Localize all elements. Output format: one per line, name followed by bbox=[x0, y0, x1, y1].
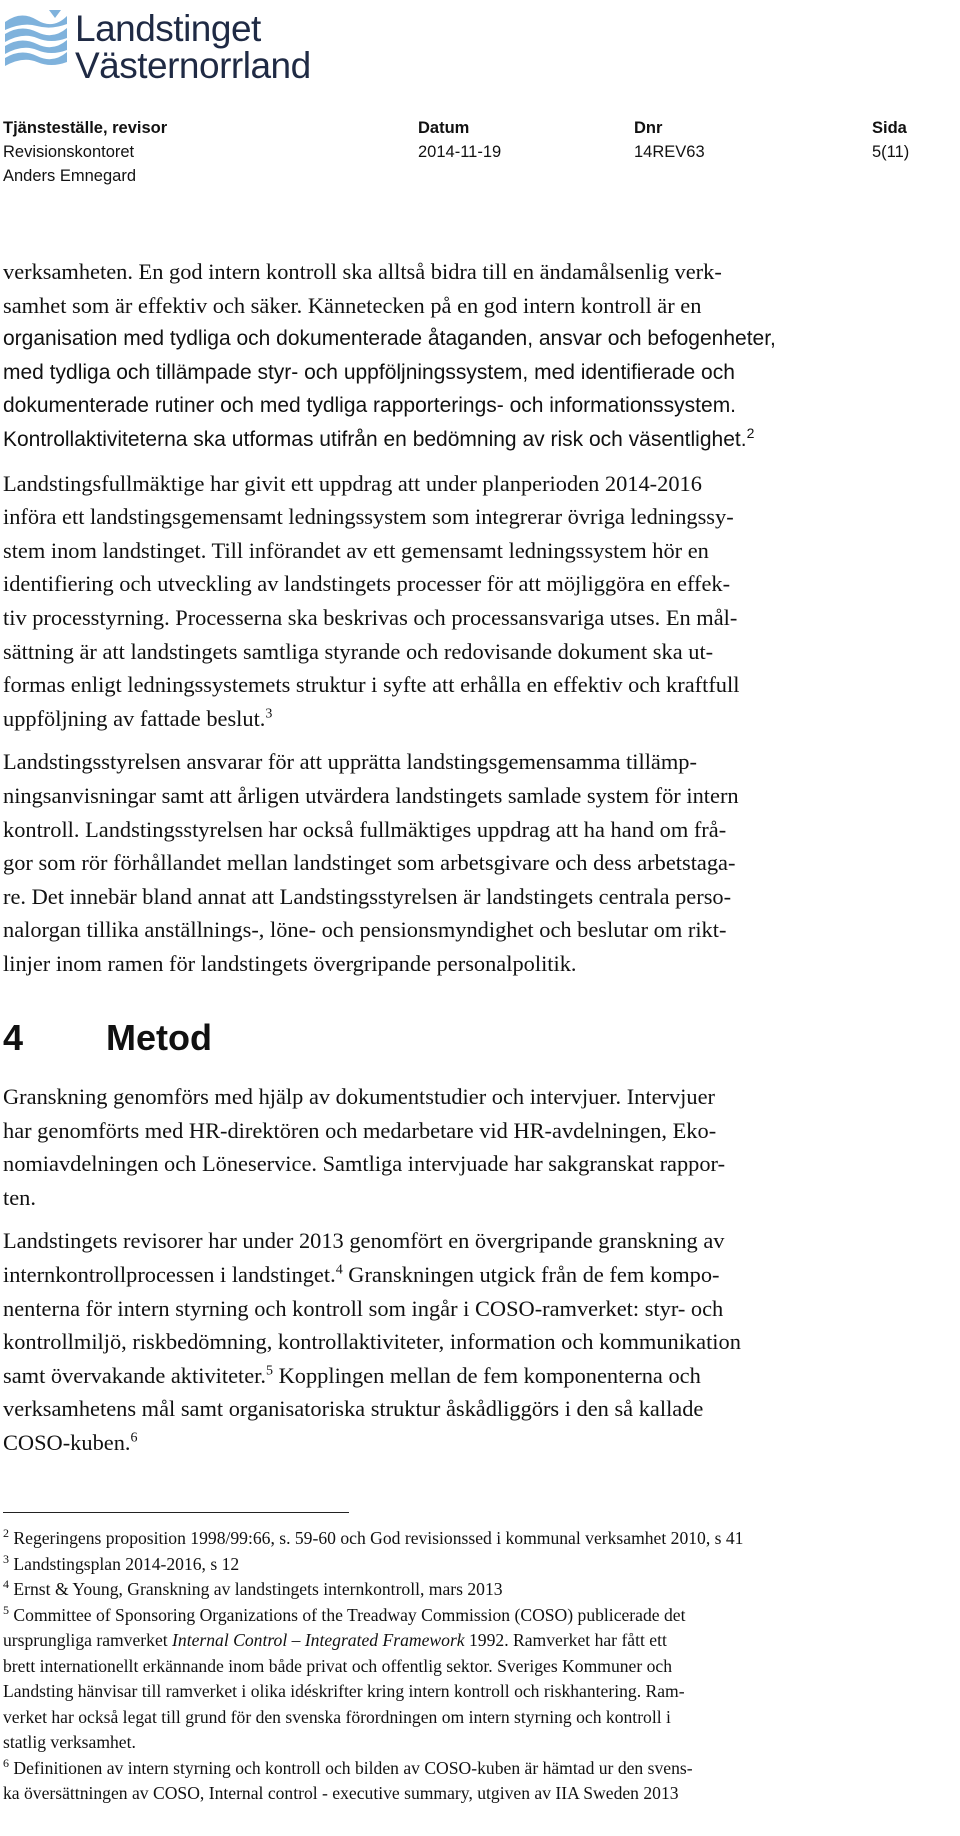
footnote-text: ursprungliga ramverket bbox=[3, 1630, 173, 1650]
header-office-label: Tjänsteställe, revisor bbox=[3, 119, 168, 137]
footnote-6 bbox=[3, 1756, 955, 1782]
text-line: Landstingsstyrelsen ansvarar för att upprätta landstingsgemensamma tillämp- bbox=[3, 749, 697, 775]
header-page-label: Sida bbox=[872, 119, 907, 137]
text-line: samhet som är effektiv och säker. Kännetecken på en god intern kontroll är en bbox=[3, 292, 702, 318]
text-line: tiv processtyrning. Processerna ska beskrivas och processansvariga utses. En mål- bbox=[3, 604, 738, 630]
text-line: Granskning genomförs med hjälp av dokumentstudier och intervjuer. Intervjuer bbox=[3, 1084, 715, 1109]
footnote-title-italic: Internal Control – Integrated Framework bbox=[172, 1630, 465, 1650]
text-line bbox=[3, 1258, 955, 1292]
header-dnr-label: Dnr bbox=[634, 119, 663, 137]
text-line: ningsanvisningar samt att årligen utvärdera landstingets samlade system för intern bbox=[3, 782, 739, 808]
footnote-text: Landstingsplan 2014-2016, s 12 bbox=[13, 1553, 240, 1574]
paragraph-management-system bbox=[3, 467, 955, 736]
footnote-text: 1992. Ramverket har fått ett bbox=[464, 1630, 667, 1650]
footnote-text: Regeringens proposition 1998/99:66, s. 59-60 och God revisionssed i kommunal verksamhet 2010, s 41 bbox=[13, 1528, 744, 1548]
text-line bbox=[3, 702, 955, 736]
text-line: re. Det innebär bland annat att Landstingsstyrelsen är landstingets centrala perso- bbox=[3, 883, 732, 909]
section-number: 4 bbox=[3, 1017, 24, 1058]
text-line: nomiavdelningen och Löneservice. Samtliga intervjuade har sakgranskat rappor- bbox=[3, 1151, 726, 1177]
text-line: med tydliga och tillämpade styr- och uppföljningssystem, med identifierade och bbox=[3, 360, 735, 384]
footnote-number: 3 bbox=[3, 1551, 9, 1566]
text-line bbox=[3, 1426, 955, 1460]
footnote-4 bbox=[3, 1577, 955, 1603]
text-line: Landstingets revisorer har under 2013 genomfört en övergripande granskning av bbox=[3, 1228, 725, 1254]
footnote-5-line: Landsting hänvisar till ramverket i olika idéskrifter kring intern kontroll och riskhantering. Ram- bbox=[3, 1681, 685, 1701]
logo-line-2: Västernorrland bbox=[75, 45, 311, 86]
logo-waves-icon bbox=[3, 8, 69, 72]
text-line: ten. bbox=[3, 1184, 36, 1210]
footnote-number: 6 bbox=[3, 1755, 9, 1770]
text-line: har genomförts med HR-direktören och medarbetare vid HR-avdelningen, Eko- bbox=[3, 1117, 717, 1143]
footnote-number: 4 bbox=[3, 1577, 9, 1592]
text-line-content: Kopplingen mellan de fem komponenterna och bbox=[273, 1362, 701, 1388]
text-line: stem inom landstinget. Till införandet av ett gemensamt ledningssystem hör en bbox=[3, 537, 709, 563]
text-line: sättning är att landstingets samtliga styrande och redovisande dokument ska ut- bbox=[3, 638, 714, 664]
text-line-content: internkontrollprocessen i landstinget. bbox=[3, 1261, 336, 1287]
footnote-text: Committee of Sponsoring Organizations of the Treadway Commission (COSO) publicerade det bbox=[13, 1604, 686, 1625]
text-line: kontrollmiljö, riskbedömning, kontrollaktiviteter, information och kommunikation bbox=[3, 1329, 741, 1355]
footnote-5-line: statlig verksamhet. bbox=[3, 1732, 136, 1752]
header-column-office bbox=[3, 116, 167, 188]
footnote-ref-5[interactable]: 5 bbox=[266, 1363, 273, 1379]
header-column-date bbox=[418, 116, 501, 164]
text-line: identifiering och utveckling av landstingets processer för att möjliggöra en effek- bbox=[3, 571, 731, 597]
text-line-content: samt övervakande aktiviteter. bbox=[3, 1362, 266, 1388]
header-date-label: Datum bbox=[418, 119, 470, 137]
header-column-dnr bbox=[634, 116, 705, 164]
paragraph-board-responsibility bbox=[3, 745, 955, 980]
footnote-ref-6[interactable]: 6 bbox=[130, 1430, 138, 1446]
header-author: Anders Emnegard bbox=[3, 167, 136, 185]
text-line: dokumenterade rutiner och med tydliga rapporterings- och informationssystem. bbox=[3, 394, 737, 418]
header-page-value: 5(11) bbox=[872, 143, 910, 161]
footnote-ref-4[interactable]: 4 bbox=[335, 1262, 343, 1278]
text-line: verksamhetens mål samt organisatoriska struktur åskådliggörs i den så kallade bbox=[3, 1396, 704, 1422]
footnote-number: 2 bbox=[3, 1526, 9, 1541]
text-line bbox=[3, 423, 955, 457]
footnote-separator bbox=[3, 1512, 349, 1513]
paragraph-coso bbox=[3, 1224, 955, 1459]
footnote-number: 5 bbox=[3, 1602, 9, 1617]
body-text bbox=[3, 255, 955, 990]
header-dnr-value: 14REV63 bbox=[634, 143, 705, 161]
text-line: formas enligt ledningssystemets struktur i syfte att erhålla en effektiv och kraftfull bbox=[3, 672, 740, 698]
text-line bbox=[3, 1359, 955, 1393]
text-line: gor som rör förhållandet mellan landstinget som arbetsgivare och dess arbetstaga- bbox=[3, 850, 736, 876]
footnote-5-line: brett internationellt erkännande inom både privat och offentlig sektor. Sveriges Kommuner och bbox=[3, 1655, 673, 1676]
text-line-content: COSO-kuben. bbox=[3, 1429, 131, 1455]
footnote-ref-2[interactable]: 2 bbox=[746, 424, 755, 441]
text-line: nenterna för intern styrning och kontroll som ingår i COSO-ramverket: styr- och bbox=[3, 1295, 724, 1321]
text-line: kontroll. Landstingsstyrelsen har också fullmäktiges uppdrag att ha hand om frå- bbox=[3, 816, 727, 842]
footnote-text: Ernst & Young, Granskning av landstingets internkontroll, mars 2013 bbox=[13, 1579, 503, 1599]
footnote-ref-3[interactable]: 3 bbox=[265, 706, 273, 722]
method-text bbox=[3, 1080, 955, 1470]
text-line: organisation med tydliga och dokumenterade åtaganden, ansvar och befogenheter, bbox=[3, 327, 776, 351]
footnotes bbox=[3, 1526, 955, 1807]
organization-logo bbox=[3, 6, 325, 86]
header-column-page bbox=[872, 116, 909, 164]
footnote-6-line: ka översättningen av COSO, Internal control - executive summary, utgiven av IIA Sweden 2013 bbox=[3, 1783, 679, 1803]
text-line: verksamheten. En god intern kontroll ska alltså bidra till en ändamålsenlig verk- bbox=[3, 259, 722, 284]
header-date-value: 2014-11-19 bbox=[418, 143, 502, 161]
header-office-value: Revisionskontoret bbox=[3, 143, 135, 161]
text-line: införa ett landstingsgemensamt ledningssystem som integrerar övriga ledningssy- bbox=[3, 504, 734, 530]
footnote-5-line bbox=[3, 1628, 955, 1654]
paragraph-internal-control bbox=[3, 255, 955, 457]
logo-line-1: Landstinget bbox=[75, 8, 261, 49]
section-heading bbox=[3, 1013, 212, 1063]
text-line-content: uppföljning av fattade beslut. bbox=[3, 705, 266, 731]
text-line-content: Granskningen utgick från de fem kompo- bbox=[342, 1261, 720, 1287]
footnote-5 bbox=[3, 1603, 955, 1629]
footnote-text: Definitionen av intern styrning och kontroll och bilden av COSO-kuben är hämtad ur den svens- bbox=[13, 1757, 693, 1778]
section-title: Metod bbox=[106, 1017, 212, 1058]
footnote-2 bbox=[3, 1526, 955, 1552]
text-line-content: Kontrollaktiviteterna ska utformas utifrån en bedömning av risk och väsentlighet. bbox=[3, 427, 747, 451]
text-line: nalorgan tillika anställnings-, löne- och pensionsmyndighet och beslutar om rikt- bbox=[3, 917, 727, 943]
paragraph-method bbox=[3, 1080, 955, 1214]
footnote-5-line: verket har också legat till grund för den svenska förordningen om intern styrning och kontroll i bbox=[3, 1706, 671, 1727]
text-line: Landstingsfullmäktige har givit ett uppdrag att under planperioden 2014-2016 bbox=[3, 470, 702, 496]
text-line: linjer inom ramen för landstingets övergripande personalpolitik. bbox=[3, 950, 577, 976]
footnote-3 bbox=[3, 1552, 955, 1578]
